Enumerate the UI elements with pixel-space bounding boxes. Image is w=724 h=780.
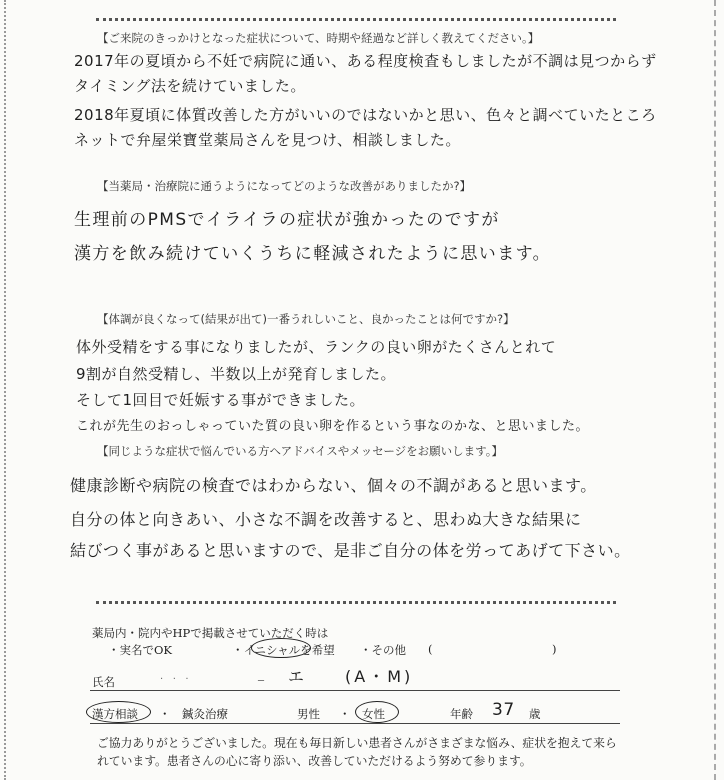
right-page-edge [714,0,716,780]
treatment-kampo: 漢方相談 [92,707,138,721]
name-underline [90,690,620,691]
bottom-dotted-divider [96,601,616,604]
female-choice-circle [355,701,399,723]
consent-option-other: ・その他 [360,643,406,657]
answer-1-line-2: タイミング法を続けていました。 [74,77,306,95]
age-value: 37 [492,700,515,720]
answer-1-line-4: ネットで弁屋栄寶堂薬局さんを見つけ、相談しました。 [74,131,461,149]
blurred-name-mark: · · · [160,674,189,685]
kampo-choice-circle [86,701,151,723]
initials-choice-circle [251,638,311,658]
age-label: 年齢 [450,707,473,721]
question-3-prompt: 【体調が良くなって(結果が出て)一番うれしいこと、良かったことは何ですか?】 [97,312,515,326]
answer-4-line-3: 結びつく事があると思いますので、是非ご自分の体を労ってあげて下さい。 [70,541,631,560]
thank-you-note: ご協力ありがとうございました。現在も毎日新しい患者さんがさまざまな悩み、症状を抱えて来られています。患者さんの心に寄り添い、改善していただけるよう努めて参ります。 [97,736,617,768]
consent-option-real-name: ・実名でOK [108,643,173,657]
answer-3-line-1: 体外受精をする事になりましたが、ランクの良い卵がたくさんとれて [76,338,557,356]
consent-other-paren-open: ( [428,642,433,656]
row-underline [90,723,620,724]
answer-3-line-3: そして1回目で妊娠する事ができました。 [76,391,366,409]
question-4-prompt: 【同じような症状で悩んでいる方へアドバイスやメッセージをお願いします。】 [97,444,503,458]
answer-4-line-2: 自分の体と向きあい、小さな不調を改善すると、思わぬ大きな結果に [70,510,582,529]
treatment-acupuncture: 鍼灸治療 [182,707,228,721]
answer-3-line-2: 9割が自然受精し、半数以上が発育しました。 [76,365,397,383]
answer-1-line-3: 2018年夏頃に体質改善した方がいいのではないかと思い、色々と調べていたところ [74,106,657,124]
consent-other-paren-close: ) [552,642,557,656]
gender-separator: ・ [339,707,351,721]
consent-instruction: 薬局内・院内やHPで掲載させていただく時は [92,626,329,640]
gender-male: 男性 [297,707,320,721]
answer-4-line-1: 健康診断や病院の検査ではわからない、個々の不調があると思います。 [70,476,597,495]
question-2-prompt: 【当薬局・治療院に通うようになってどのような改善がありましたか?】 [97,179,472,193]
consent-option-initials: ・イニシャルを希望 [232,643,335,657]
question-1-prompt: 【ご来院のきっかけとなった症状について、時期や経過など詳しく教えてください。】 [97,31,540,45]
age-unit: 歳 [529,707,541,721]
name-initials: (A・M) [345,667,414,686]
answer-3-line-4: これが先生のおっしゃっていた質の良い卵を作るという事なのかな、と思いました。 [76,419,590,434]
answer-2-line-1: 生理前のPMSでイライラの症状が強かったのですが [74,210,500,230]
treatment-separator: ・ [159,707,171,721]
name-label: 氏名 [92,675,115,689]
name-value: エ [288,667,305,686]
top-dotted-divider [96,18,616,21]
left-page-edge [4,0,6,780]
answer-2-line-2: 漢方を飲み続けていくうちに軽減されたように思います。 [74,244,552,264]
blurred-name-mark: ─ [258,676,265,687]
answer-1-line-1: 2017年の夏頃から不妊で病院に通い、ある程度検査もしましたが不調は見つからず [74,52,657,70]
gender-female: 女性 [362,707,385,721]
